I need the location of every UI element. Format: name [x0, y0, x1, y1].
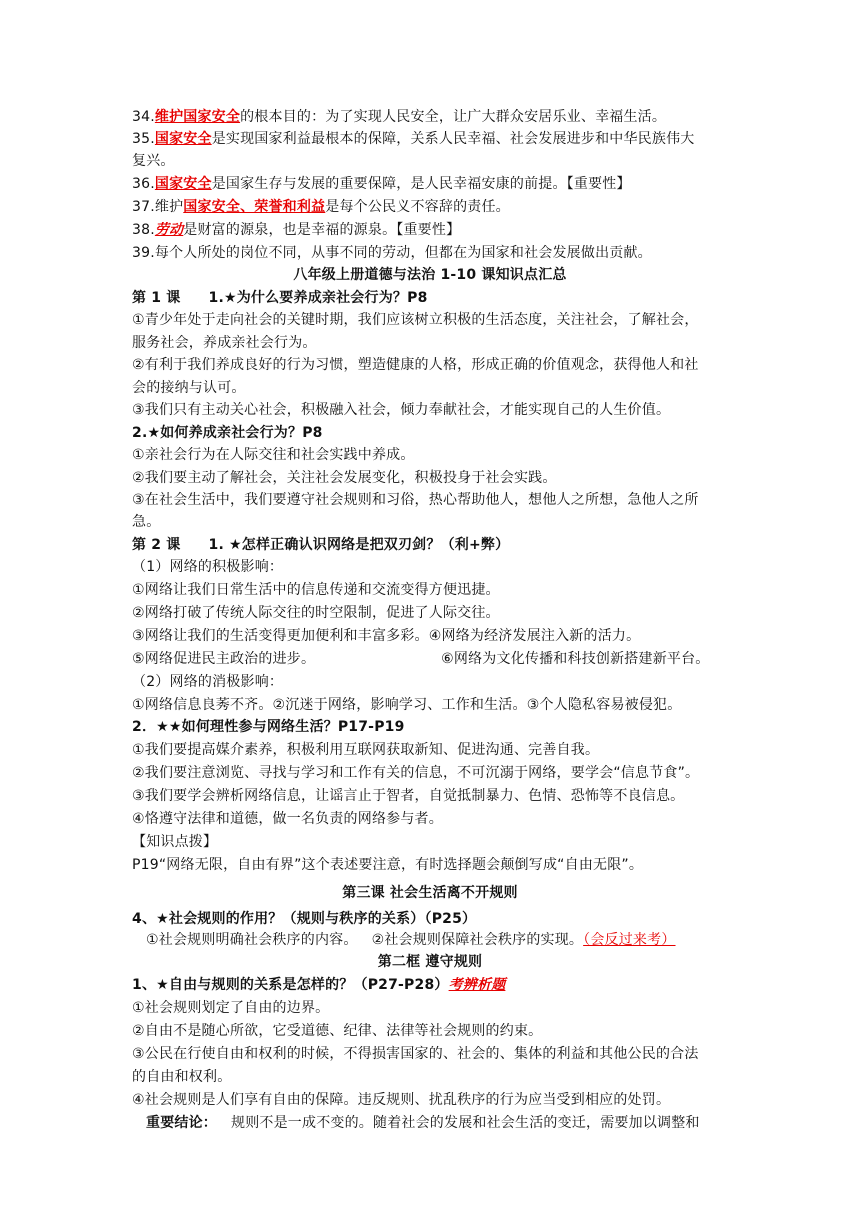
lesson2-neg-title: （2）网络的消极影响：	[132, 674, 284, 690]
lesson2-pos-title: （1）网络的积极影响：	[132, 559, 284, 575]
list-item-38: 38.劳动是财富的源泉，也是幸福的源泉。【重要性】	[132, 222, 461, 238]
lesson2-q2-line: ②我们要注意浏览、寻找与学习和工作有关的信息，不可沉溺于网络，要学会“信息节食”。	[132, 765, 700, 781]
lesson2-neg-line: ①网络信息良莠不齐。②沉迷于网络，影响学习、工作和生活。③个人隐私容易被侵犯。	[132, 697, 682, 713]
lesson2-question2: 2．★★如何理性参与网络生活？P17-P19	[132, 719, 405, 735]
knowledge-tip-title: 【知识点拨】	[132, 834, 218, 850]
lesson1-q2-line: ①亲社会行为在人际交往和社会实践中养成。	[132, 447, 415, 463]
lesson2-q2-line: ④恪遵守法律和道德，做一名负责的网络参与者。	[132, 811, 443, 827]
lesson2-q2-line: ③我们要学会辨析网络信息，让谣言止于智者，自觉抵制暴力、色情、恐怖等不良信息。	[132, 788, 685, 804]
section-title: 八年级上册道德与法治 1-10 课知识点汇总	[293, 267, 567, 283]
lesson1-line: ③我们只有主动关心社会，积极融入社会，倾力奉献社会，才能实现自己的人生价值。	[132, 402, 671, 418]
important-conclusion: 重要结论： 规则不是一成不变的。随着社会的发展和社会生活的变迁，需要加以调整和	[146, 1115, 700, 1131]
list-item-39: 39.每个人所处的岗位不同，从事不同的劳动，但都在为国家和社会发展做出贡献。	[132, 245, 652, 261]
lesson3-question4: 4、★社会规则的作用？（规则与秩序的关系）（P25）	[132, 911, 477, 927]
lesson1-q2-line: ③在社会生活中，我们要遵守社会规则和习俗，热心帮助他人，想他人之所想，急他人之所	[132, 492, 699, 508]
lesson3-q1-line: ③公民在行使自由和权利的时候，不得损害国家的、社会的、集体的利益和其他公民的合法	[132, 1046, 699, 1062]
lesson2-q2-line: ①我们要提高媒介素养，积极利用互联网获取新知、促进沟通、完善自我。	[132, 742, 600, 758]
lesson2-pos-line: ①网络让我们日常生活中的信息传递和交流变得方便迅捷。	[132, 582, 500, 598]
lesson3-subtitle: 第二框 遵守规则	[377, 954, 483, 970]
lesson2-pos-line-56: ⑤网络促进民主政治的进步。 ⑥网络为文化传播和科技创新搭建新平台。	[132, 651, 710, 667]
lesson3-q1-line: ④社会规则是人们享有自由的保障。违反规则、扰乱秩序的行为应当受到相应的处罚。	[132, 1092, 671, 1108]
lesson3-q4-answer: ①社会规则明确社会秩序的内容。 ②社会规则保障社会秩序的实现。（会反过来考）	[146, 932, 676, 948]
lesson1-line: ②有利于我们养成良好的行为习惯，塑造健康的人格，形成正确的价值观念，获得他人和社	[132, 357, 699, 373]
list-item-34: 34.维护国家安全的根本目的：为了实现人民安全，让广大群众安居乐业、幸福生活。	[132, 109, 667, 125]
lesson1-q2-line: 急。	[132, 514, 161, 530]
lesson2-heading: 第 2 课 1. ★怎样正确认识网络是把双刃剑？（利+弊）	[132, 537, 510, 553]
lesson1-line: 服务社会，养成亲社会行为。	[132, 335, 317, 351]
list-item-35-cont: 复兴。	[132, 153, 175, 169]
lesson1-line: ①青少年处于走向社会的关键时期，我们应该树立积极的生活态度，关注社会，了解社会，	[132, 312, 699, 328]
list-item-35: 35.国家安全是实现国家利益最根本的保障，关系人民幸福、社会发展进步和中华民族伟大	[132, 131, 695, 147]
lesson3-q1-line: ②自由不是随心所欲，它受道德、纪律、法律等社会规则的约束。	[132, 1023, 543, 1039]
list-item-36: 36.国家安全是国家生存与发展的重要保障，是人民幸福安康的前提。【重要性】	[132, 176, 631, 192]
list-item-37: 37.维护国家安全、荣誉和利益是每个公民义不容辞的责任。	[132, 199, 510, 215]
lesson3-title: 第三课 社会生活离不开规则	[342, 885, 518, 901]
lesson2-pos-line: ②网络打破了传统人际交往的时空限制，促进了人际交往。	[132, 605, 500, 621]
knowledge-tip-text: P19“网络无限，自由有界”这个表述要注意，有时选择题会颠倒写成“自由无限”。	[132, 857, 644, 873]
lesson1-question2: 2.★如何养成亲社会行为？P8	[132, 425, 323, 441]
lesson1-heading: 第 1 课 1.★为什么要养成亲社会行为？P8	[132, 290, 428, 306]
lesson1-q2-line: ②我们要主动了解社会，关注社会发展变化，积极投身于社会实践。	[132, 470, 557, 486]
lesson1-line: 会的接纳与认可。	[132, 380, 246, 396]
lesson2-pos-line: ③网络让我们的生活变得更加便利和丰富多彩。④网络为经济发展注入新的活力。	[132, 628, 641, 644]
lesson3-question1: 1、★自由与规则的关系是怎样的？（P27-P28）考辨析题	[132, 977, 506, 993]
lesson3-q1-line: 的自由和权利。	[132, 1069, 232, 1085]
lesson3-q1-line: ①社会规则划定了自由的边界。	[132, 1000, 330, 1016]
